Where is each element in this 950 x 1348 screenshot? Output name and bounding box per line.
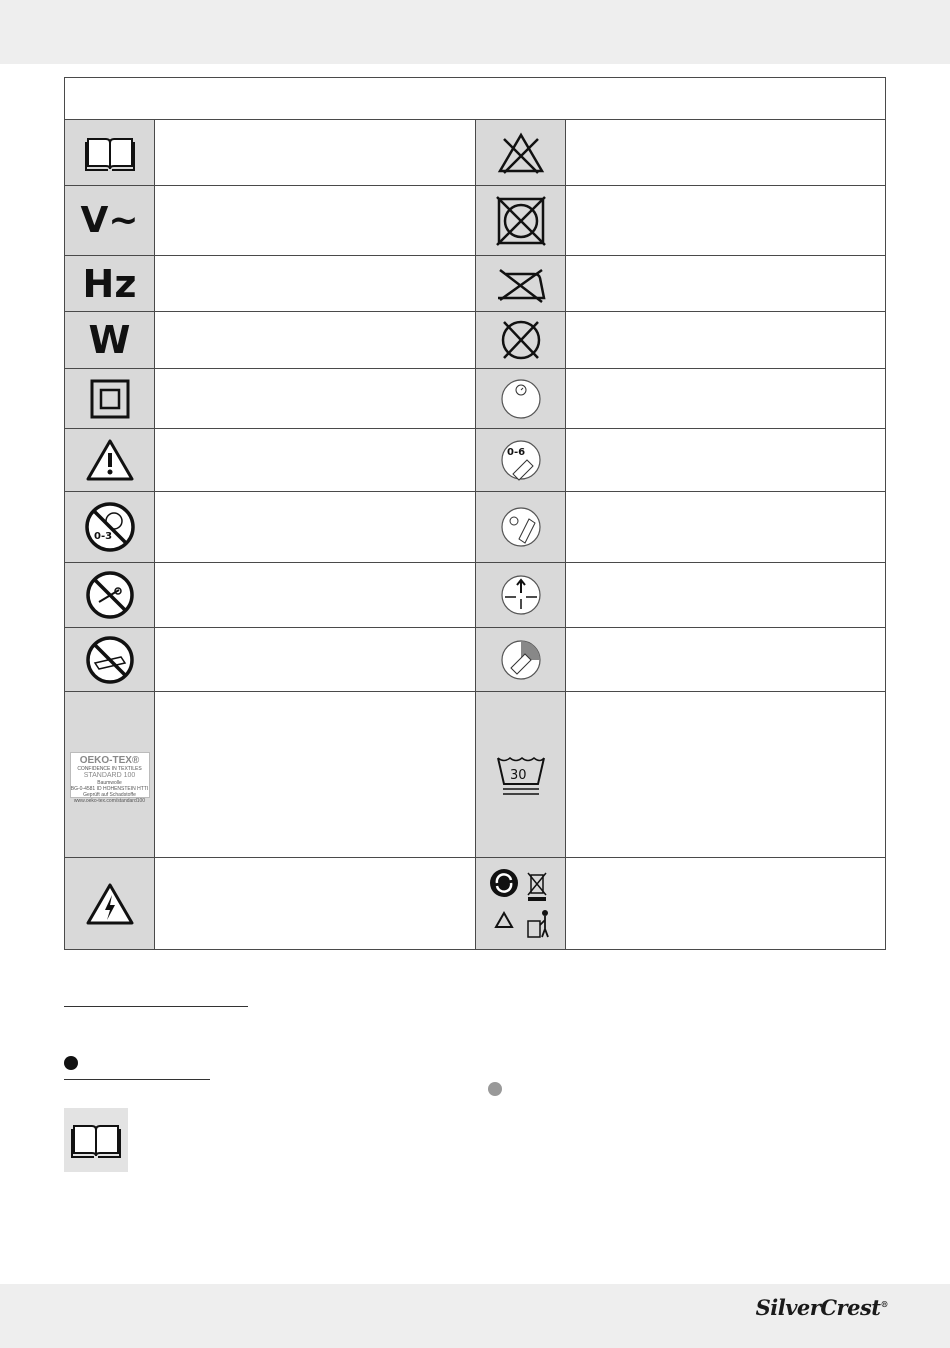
bullet-dot bbox=[488, 1082, 502, 1096]
no-folding-icon bbox=[85, 635, 135, 685]
legend-description bbox=[155, 369, 475, 428]
silvercrest-logo: SilverCrest® bbox=[755, 1295, 888, 1320]
legend-row bbox=[65, 312, 885, 369]
no-ironing-icon bbox=[492, 264, 550, 304]
svg-text:0-3: 0-3 bbox=[93, 531, 112, 542]
legend-description bbox=[566, 186, 885, 255]
svg-text:0-6: 0-6 bbox=[506, 447, 525, 458]
legend-description bbox=[155, 429, 475, 491]
legend-row bbox=[65, 628, 885, 692]
legend-description bbox=[155, 186, 475, 255]
manual-book-icon bbox=[84, 133, 136, 173]
legend-description bbox=[566, 492, 885, 562]
age-0-6-icon bbox=[499, 438, 543, 482]
legend-row bbox=[65, 369, 885, 429]
remove-controller-icon bbox=[499, 573, 543, 617]
legend-description bbox=[155, 256, 475, 311]
protection-class-ii-icon bbox=[89, 378, 131, 420]
legend-row bbox=[65, 120, 885, 186]
legend-row bbox=[65, 563, 885, 628]
not-for-children-0-3-icon bbox=[84, 501, 136, 553]
legend-description bbox=[566, 429, 885, 491]
section-heading-rule bbox=[64, 1006, 248, 1007]
symbol-legend-table bbox=[64, 77, 886, 950]
svg-text:30: 30 bbox=[509, 767, 527, 783]
legend-description bbox=[155, 492, 475, 562]
page-header-band bbox=[0, 0, 950, 64]
connector-plug-icon bbox=[499, 638, 543, 682]
legend-row bbox=[65, 186, 885, 256]
bullet-dot bbox=[64, 1056, 78, 1070]
warning-triangle-icon bbox=[85, 438, 135, 482]
oeko-tex-label: OEKO-TEX® CONFIDENCE IN TEXTILES STANDARD 100 Baumwolle BG-0-4581 ID HOHENSTEIN HTTI Geprüft auf Schadstoffe www.oeko-tex.com/standard100 bbox=[70, 752, 150, 798]
manual-book-tile bbox=[64, 1108, 128, 1172]
legend-description bbox=[155, 563, 475, 627]
legend-description bbox=[155, 120, 475, 185]
legend-description bbox=[566, 369, 885, 428]
legend-description bbox=[155, 692, 475, 857]
legend-row bbox=[65, 492, 885, 563]
wash-30-icon bbox=[495, 754, 547, 796]
legend-description bbox=[566, 312, 885, 368]
no-tumble-dry-icon bbox=[495, 195, 547, 247]
no-dry-clean-icon bbox=[496, 318, 546, 362]
manual-book-icon bbox=[70, 1120, 122, 1160]
legend-description bbox=[155, 628, 475, 691]
legend-row bbox=[65, 429, 885, 492]
legend-description bbox=[566, 692, 885, 857]
timer-icon bbox=[499, 377, 543, 421]
disposal-recycling-icons bbox=[488, 867, 554, 941]
legend-description bbox=[566, 858, 885, 949]
subheading-rule bbox=[64, 1079, 210, 1080]
legend-row bbox=[65, 858, 885, 949]
legend-description bbox=[155, 858, 475, 949]
hertz-icon: Hz bbox=[82, 261, 137, 306]
no-bleach-icon bbox=[496, 131, 546, 175]
legend-row bbox=[65, 692, 885, 858]
indicator-light-icon bbox=[499, 505, 543, 549]
legend-header-row bbox=[65, 78, 885, 120]
electric-voltage-warning-icon bbox=[85, 882, 135, 926]
volts-ac-icon: V~ bbox=[80, 200, 139, 241]
legend-description bbox=[566, 563, 885, 627]
legend-description bbox=[566, 120, 885, 185]
no-pins-icon bbox=[85, 570, 135, 620]
legend-description bbox=[155, 312, 475, 368]
watts-icon: W bbox=[88, 318, 131, 362]
legend-row bbox=[65, 256, 885, 312]
legend-description bbox=[566, 628, 885, 691]
legend-description bbox=[566, 256, 885, 311]
